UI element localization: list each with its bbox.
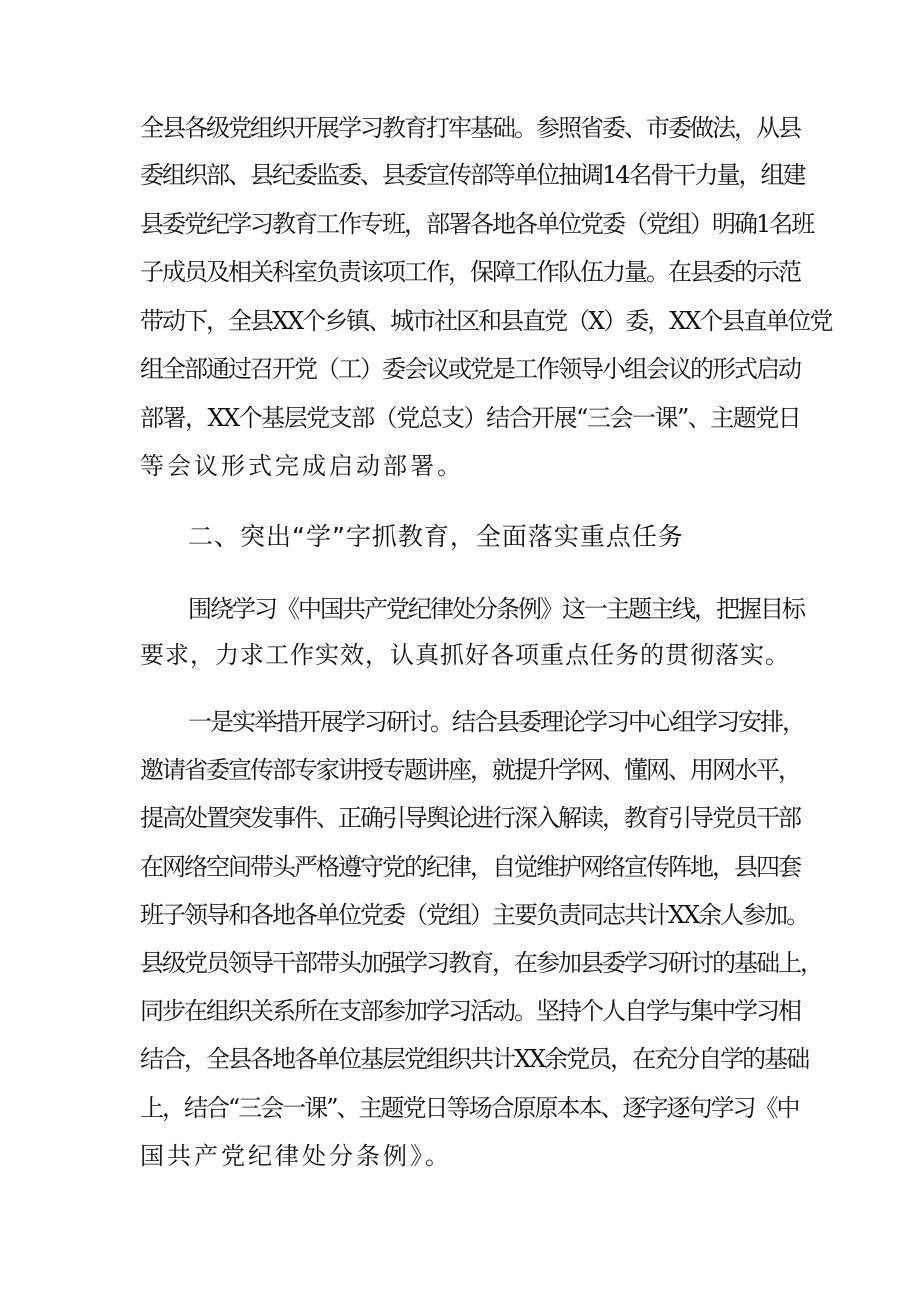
paragraph-1-line-3: 县委党纪学习教育工作专班，部署各地各单位党委（党组）明确1名班 bbox=[140, 210, 814, 238]
paragraph-1-line-1: 全县各级党组织开展学习教育打牢基础。参照省委、市委做法，从县 bbox=[140, 114, 800, 142]
paragraph-3-line-6: 县级党员领导干部带头加强学习教育，在参加县委学习研讨的基础上， bbox=[140, 949, 822, 977]
paragraph-1-line-7: 部署，XX个基层党支部（党总支）结合开展“三会一课”、主题党日 bbox=[140, 404, 801, 432]
paragraph-2-line-2: 要求，力求工作实效，认真抓好各项重点任务的贯彻落实。 bbox=[140, 641, 790, 669]
paragraph-3-line-1: 一是实举措开展学习研讨。结合县委理论学习中心组学习安排， bbox=[188, 708, 804, 736]
paragraph-3-line-2: 邀请省委宣传部专家讲授专题讲座，就提升学网、懂网、用网水平， bbox=[140, 756, 800, 784]
paragraph-3-line-5: 班子领导和各地各单位党委（党组）主要负责同志共计XX余人参加。 bbox=[140, 901, 809, 929]
paragraph-3-line-4: 在网络空间带头严格遵守党的纪律，自觉维护网络宣传阵地，县四套 bbox=[140, 853, 800, 881]
paragraph-3-line-7: 同步在组织关系所在支部参加学习活动。坚持个人自学与集中学习相 bbox=[140, 997, 800, 1025]
paragraph-1-line-6: 组全部通过召开党（工）委会议或党是工作领导小组会议的形式启动 bbox=[140, 355, 800, 383]
paragraph-3-line-3: 提高处置突发事件、正确引导舆论进行深入解读，教育引导党员干部 bbox=[140, 804, 800, 832]
paragraph-1-line-2: 委组织部、县纪委监委、县委宣传部等单位抽调14名骨干力量，组建 bbox=[140, 161, 805, 189]
paragraph-1-line-8: 等会议形式完成启动部署。 bbox=[140, 452, 464, 480]
paragraph-3-line-8: 结合，全县各地各单位基层党组织共计XX余党员，在充分自学的基础 bbox=[140, 1045, 809, 1073]
section-heading: 二、突出“学”字抓教育，全面落实重点任务 bbox=[188, 522, 684, 551]
paragraph-2-line-1: 围绕学习《中国共产党纪律处分条例》这一主题主线，把握目标 bbox=[188, 595, 804, 623]
paragraph-1-line-4: 子成员及相关科室负责该项工作，保障工作队伍力量。在县委的示范 bbox=[140, 258, 800, 286]
paragraph-1-line-5: 带动下，全县XX个乡镇、城市社区和县直党（X）委，XX个县直单位党 bbox=[140, 307, 832, 335]
paragraph-3-line-10: 国共产党纪律处分条例》。 bbox=[140, 1142, 452, 1170]
paragraph-3-line-9: 上，结合“三会一课”、主题党日等场合原原本本、逐字逐句学习《中 bbox=[140, 1094, 799, 1122]
